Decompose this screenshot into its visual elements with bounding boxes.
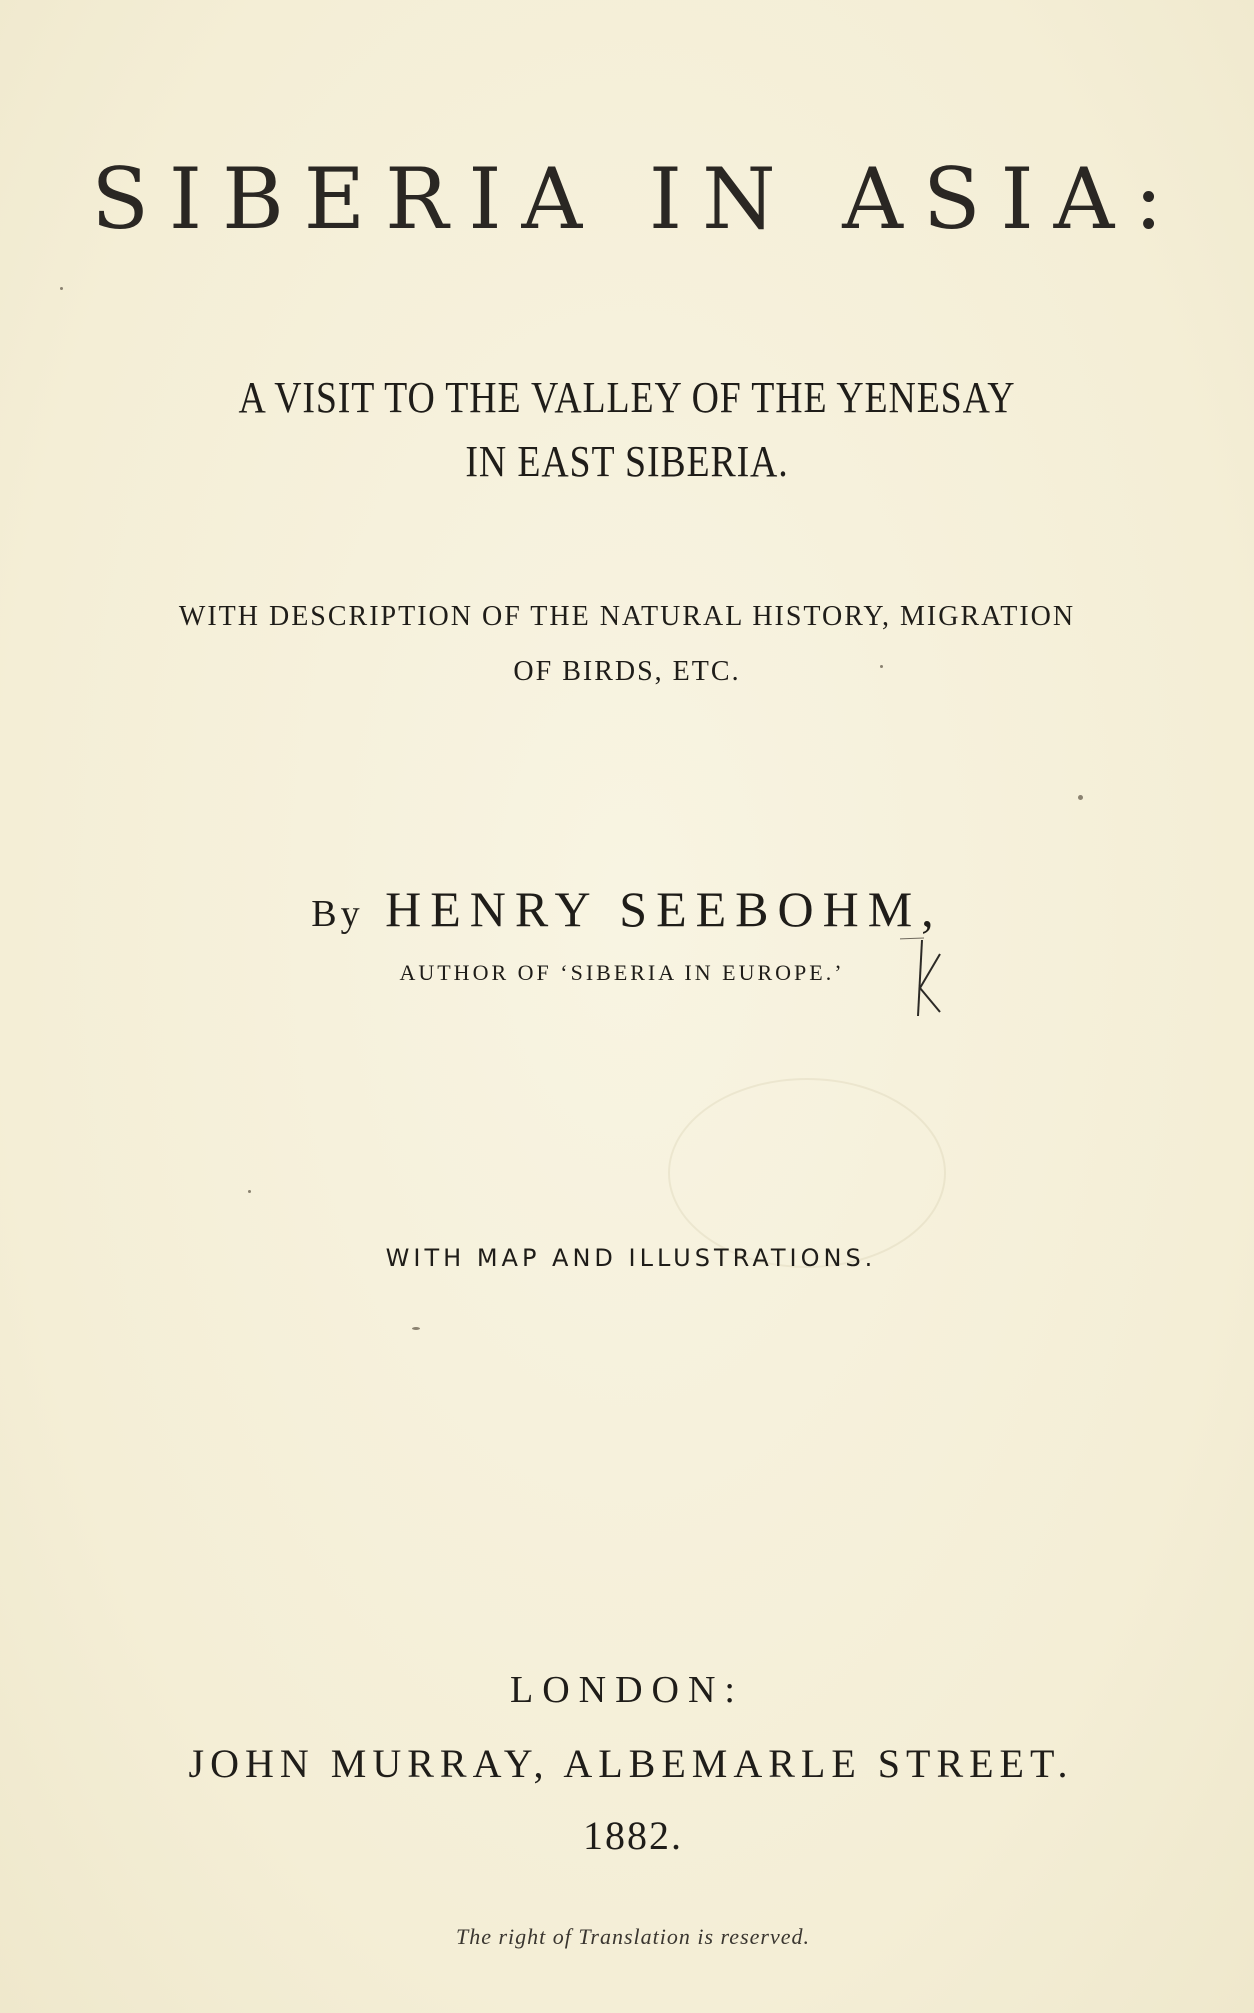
illustrations-note: WITH MAP AND ILLUSTRATIONS.	[385, 1244, 877, 1272]
publisher-line: JOHN MURRAY, ALBEMARLE STREET.	[188, 1741, 1074, 1786]
paper-speck	[1078, 795, 1083, 800]
author-note: AUTHOR OF ‘SIBERIA IN EUROPE.’	[399, 960, 845, 985]
description-line-2: OF BIRDS, ETC.	[513, 656, 741, 687]
book-title: SIBERIA IN ASIA:	[91, 150, 1183, 248]
paper-speck	[880, 665, 883, 668]
paper-speck	[60, 287, 63, 290]
paper-speck	[248, 1190, 251, 1193]
subtitle-line-2: IN EAST SIBERIA.	[465, 437, 789, 486]
author-by: By	[311, 893, 364, 935]
paper-speck	[412, 1327, 420, 1330]
author-line	[0, 880, 1254, 938]
rights-notice: The right of Translation is reserved.	[456, 1924, 810, 1949]
subtitle-line-1: A VISIT TO THE VALLEY OF THE YENESAY	[238, 373, 1016, 422]
publication-year: 1882.	[583, 1813, 683, 1858]
handwritten-mark-icon	[900, 936, 950, 1026]
author-name: HENRY SEEBOHM,	[385, 881, 943, 937]
publication-place: LONDON:	[510, 1669, 744, 1711]
faded-library-stamp	[668, 1078, 946, 1268]
description-line-1: WITH DESCRIPTION OF THE NATURAL HISTORY, MIGRATION	[178, 601, 1076, 632]
